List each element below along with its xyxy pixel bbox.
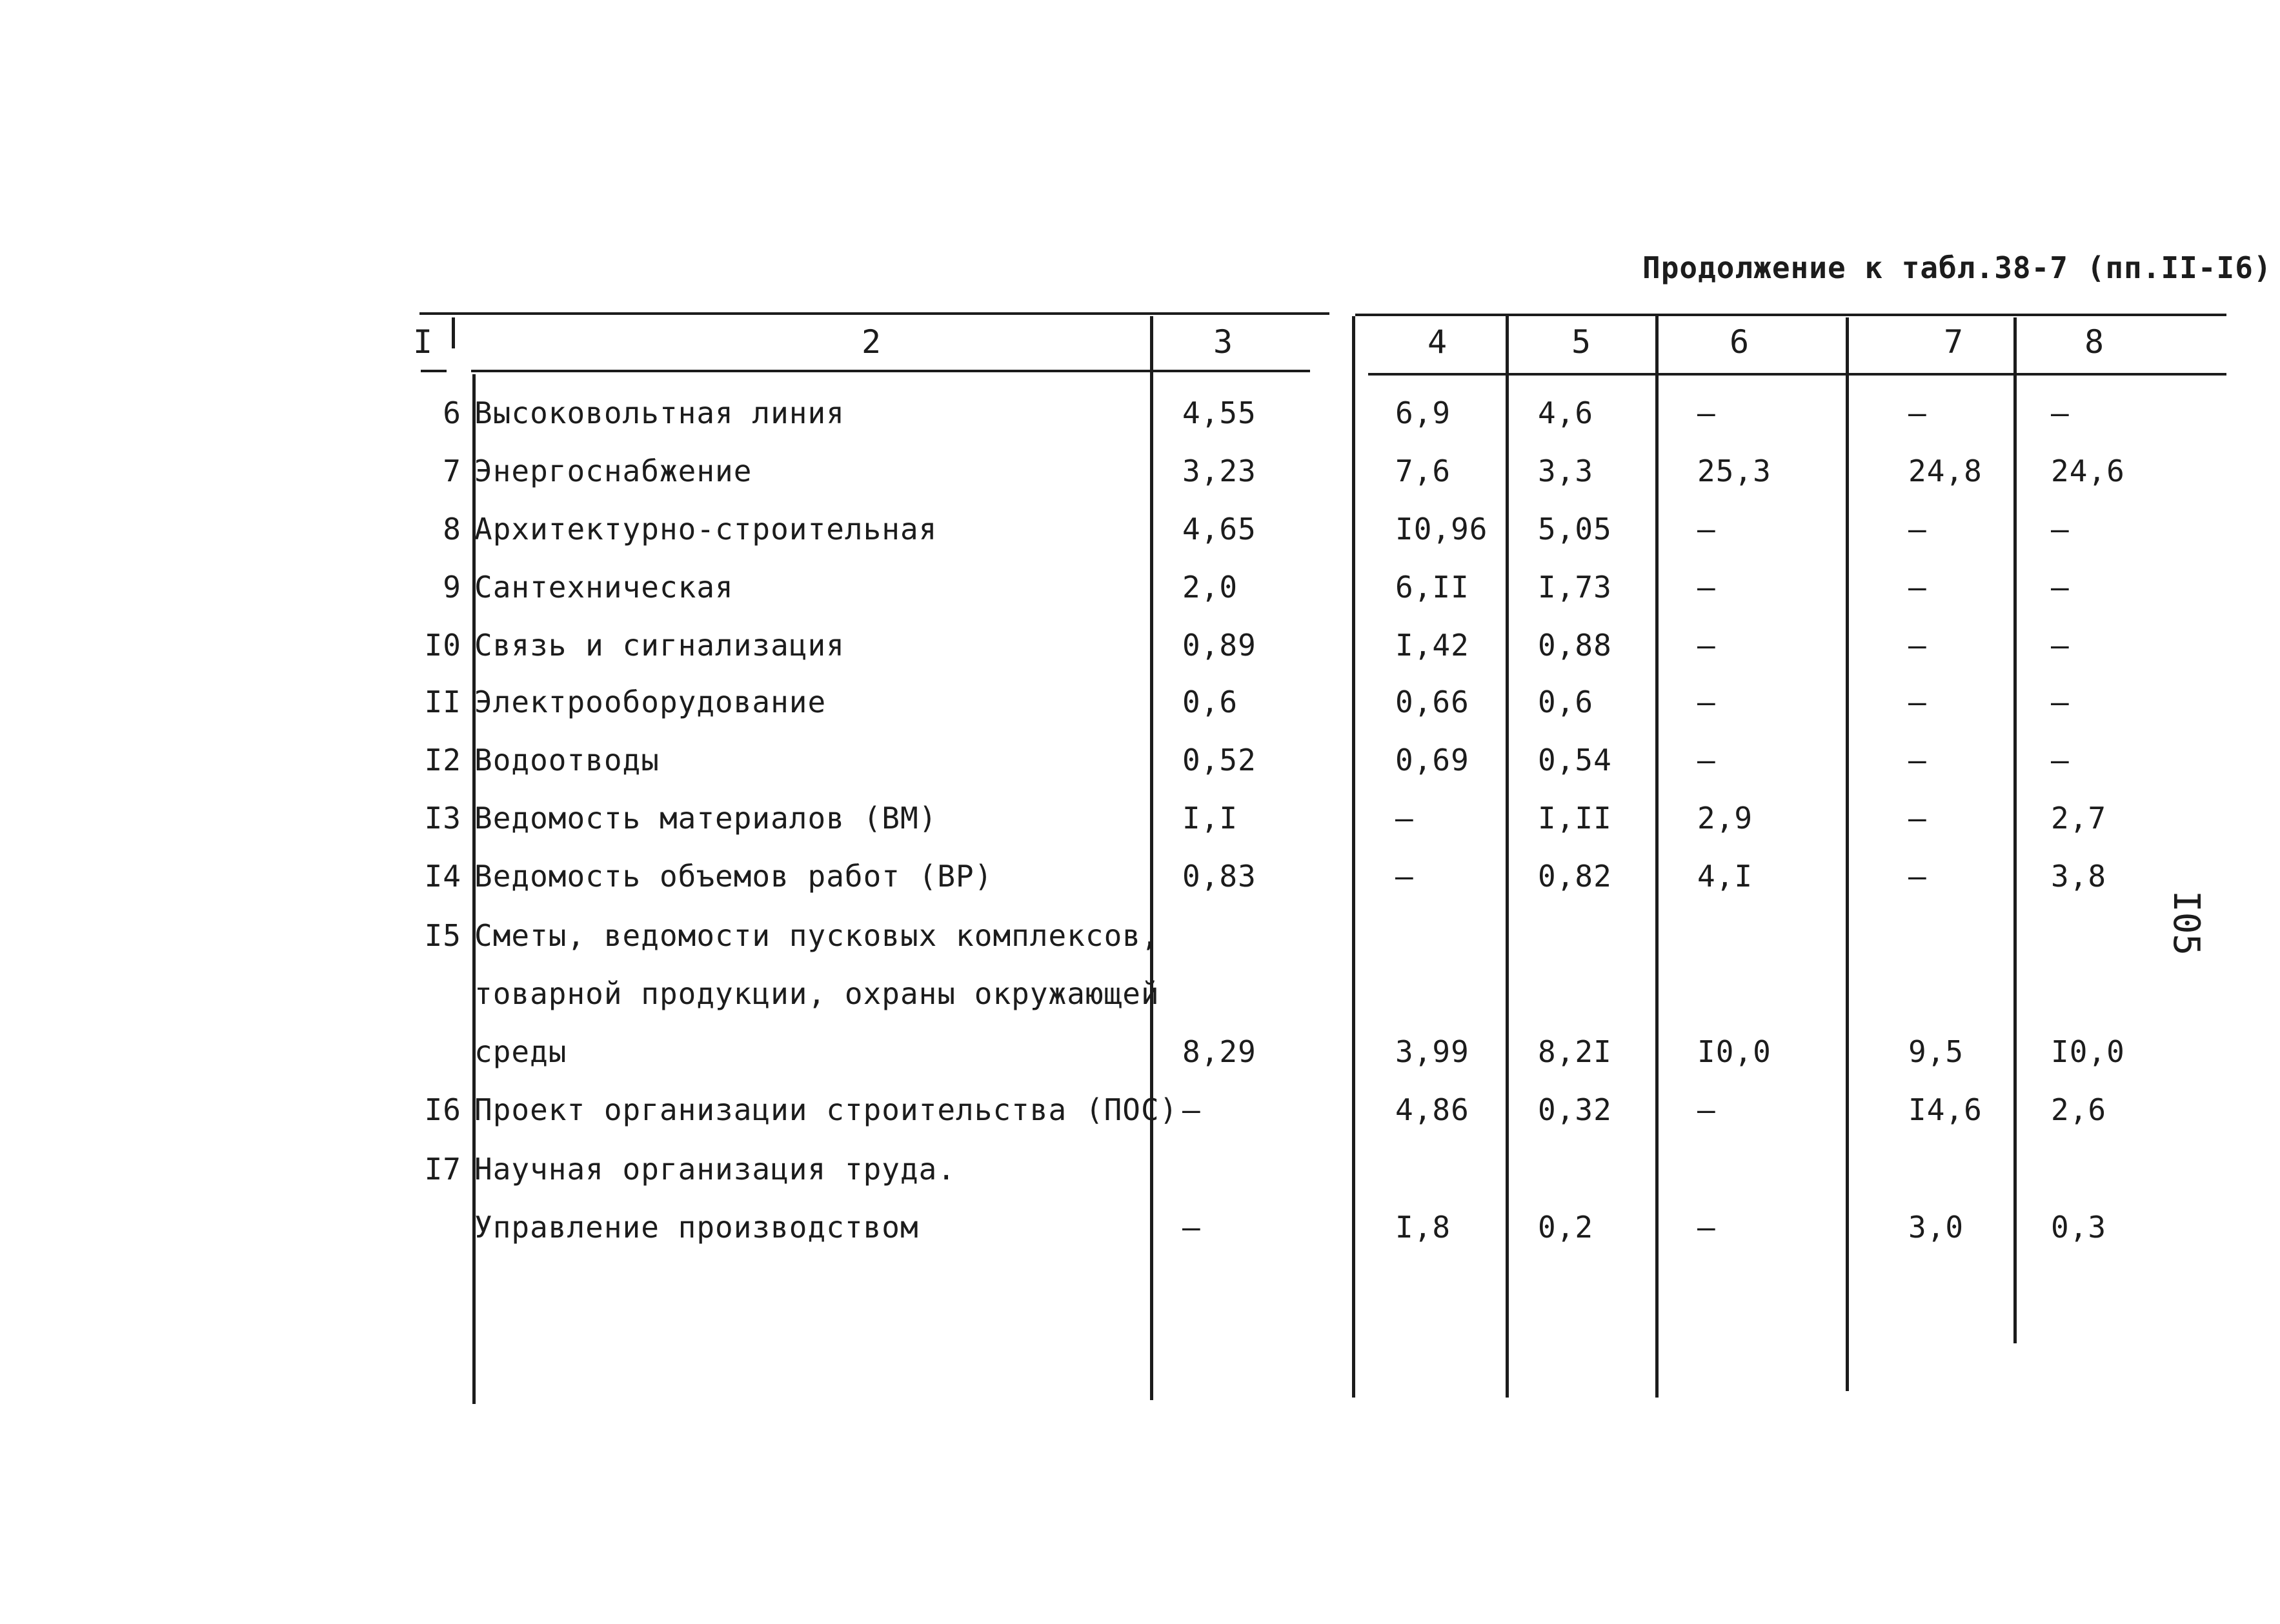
value-col-7: – xyxy=(1908,396,1927,430)
row-number: II xyxy=(424,685,461,719)
work-name: Управление производством xyxy=(474,1210,919,1245)
table-row-continuation xyxy=(0,1201,2280,1253)
value-col-6: 25,3 xyxy=(1697,454,1771,488)
table-top-rule xyxy=(419,312,1329,315)
value-col-4: 6,9 xyxy=(1395,396,1451,430)
value-col-4: – xyxy=(1395,801,1414,836)
value-col-3: 0,52 xyxy=(1182,743,1256,777)
value-col-7: – xyxy=(1908,512,1927,546)
value-col-5: 0,54 xyxy=(1538,743,1612,777)
work-name: товарной продукции, охраны окружающей xyxy=(474,976,1160,1011)
work-name: Ведомость материалов (ВМ) xyxy=(474,801,938,836)
work-name: Энергоснабжение xyxy=(474,454,752,488)
value-col-5: 0,88 xyxy=(1538,628,1612,663)
value-col-6: – xyxy=(1697,396,1716,430)
value-col-8: 3,8 xyxy=(2051,859,2107,894)
value-col-7: – xyxy=(1908,570,1927,605)
value-col-4: I0,96 xyxy=(1395,512,1488,546)
value-col-8: – xyxy=(2051,396,2070,430)
table-row xyxy=(0,387,2280,439)
column-header-8: 8 xyxy=(2084,323,2105,361)
row-number: I2 xyxy=(424,743,461,777)
value-col-3: 4,65 xyxy=(1182,512,1256,546)
table-row xyxy=(0,1143,2280,1195)
value-col-8: 0,3 xyxy=(2051,1210,2107,1245)
value-col-3: – xyxy=(1182,1092,1201,1127)
value-col-8: 2,6 xyxy=(2051,1092,2107,1127)
value-col-5: I,II xyxy=(1538,801,1612,836)
value-col-8: 2,7 xyxy=(2051,801,2107,836)
table-row xyxy=(0,910,2280,961)
work-name: Электрооборудование xyxy=(474,685,827,719)
table-row-continuation xyxy=(0,1026,2280,1078)
value-col-6: – xyxy=(1697,1210,1716,1245)
column-header-5: 5 xyxy=(1571,323,1592,361)
row-number: I7 xyxy=(424,1152,461,1187)
value-col-3: 0,89 xyxy=(1182,628,1256,663)
table-row xyxy=(0,1084,2280,1136)
value-col-7: – xyxy=(1908,628,1927,663)
header-bottom-rule-right xyxy=(1368,373,2226,376)
value-col-5: 8,2I xyxy=(1538,1034,1612,1069)
value-col-6: – xyxy=(1697,685,1716,719)
value-col-6: – xyxy=(1697,628,1716,663)
value-col-3: 0,83 xyxy=(1182,859,1256,894)
value-col-8: I0,0 xyxy=(2051,1034,2125,1069)
value-col-8: 24,6 xyxy=(2051,454,2125,488)
row-number: 8 xyxy=(443,512,461,546)
work-name: Связь и сигнализация xyxy=(474,628,845,663)
value-col-3: 0,6 xyxy=(1182,685,1238,719)
table-row-continuation xyxy=(0,968,2280,1019)
work-name: Сметы, ведомости пусковых комплексов, xyxy=(474,918,1160,953)
value-col-5: 4,6 xyxy=(1538,396,1594,430)
value-col-5: 0,32 xyxy=(1538,1092,1612,1127)
table-row xyxy=(0,503,2280,555)
value-col-6: – xyxy=(1697,570,1716,605)
value-col-5: 5,05 xyxy=(1538,512,1612,546)
header-bottom-rule xyxy=(471,370,1310,372)
value-col-7: – xyxy=(1908,859,1927,894)
value-col-4: 0,69 xyxy=(1395,743,1469,777)
value-col-5: 0,2 xyxy=(1538,1210,1594,1245)
value-col-3: 8,29 xyxy=(1182,1034,1256,1069)
work-name: Архитектурно-строительная xyxy=(474,512,938,546)
value-col-4: 7,6 xyxy=(1395,454,1451,488)
value-col-7: – xyxy=(1908,685,1927,719)
work-name: Сантехническая xyxy=(474,570,734,605)
column-header-2: 2 xyxy=(862,323,882,361)
value-col-6: 2,9 xyxy=(1697,801,1753,836)
value-col-4: 0,66 xyxy=(1395,685,1469,719)
value-col-5: 3,3 xyxy=(1538,454,1594,488)
row-number: 9 xyxy=(443,570,461,605)
value-col-5: I,73 xyxy=(1538,570,1612,605)
table-row xyxy=(0,561,2280,613)
value-col-6: – xyxy=(1697,743,1716,777)
value-col-7: – xyxy=(1908,743,1927,777)
value-col-3: 4,55 xyxy=(1182,396,1256,430)
row-number: I0 xyxy=(424,628,461,663)
value-col-3: I,I xyxy=(1182,801,1238,836)
column-header-7: 7 xyxy=(1944,323,1964,361)
work-name: Проект организации строительства (ПОС) xyxy=(474,1092,1178,1127)
work-name: Ведомость объемов работ (ВР) xyxy=(474,859,993,894)
value-col-5: 0,6 xyxy=(1538,685,1594,719)
work-name: Водоотводы xyxy=(474,743,660,777)
header-bottom-rule-left xyxy=(421,370,447,372)
value-col-7: 3,0 xyxy=(1908,1210,1964,1245)
value-col-8: – xyxy=(2051,512,2070,546)
value-col-4: 4,86 xyxy=(1395,1092,1469,1127)
row-number: I6 xyxy=(424,1092,461,1127)
value-col-3: 2,0 xyxy=(1182,570,1238,605)
value-col-8: – xyxy=(2051,743,2070,777)
value-col-7: 9,5 xyxy=(1908,1034,1964,1069)
value-col-3: – xyxy=(1182,1210,1201,1245)
value-col-4: I,42 xyxy=(1395,628,1469,663)
row-number: 6 xyxy=(443,396,461,430)
value-col-8: – xyxy=(2051,685,2070,719)
table-caption: Продолжение к табл.38-7 (пп.II-I6) xyxy=(1642,250,2272,285)
value-col-6: – xyxy=(1697,512,1716,546)
value-col-6: I0,0 xyxy=(1697,1034,1771,1069)
row-number: 7 xyxy=(443,454,461,488)
work-name: среды xyxy=(474,1034,567,1069)
value-col-3: 3,23 xyxy=(1182,454,1256,488)
value-col-7: I4,6 xyxy=(1908,1092,1982,1127)
value-col-4: 6,II xyxy=(1395,570,1469,605)
column-header-3: 3 xyxy=(1213,323,1234,361)
value-col-6: 4,I xyxy=(1697,859,1753,894)
row-number: I4 xyxy=(424,859,461,894)
row-number: I3 xyxy=(424,801,461,836)
value-col-8: – xyxy=(2051,570,2070,605)
value-col-6: – xyxy=(1697,1092,1716,1127)
value-col-7: – xyxy=(1908,801,1927,836)
work-name: Научная организация труда. xyxy=(474,1152,956,1187)
row-number: I5 xyxy=(424,918,461,953)
value-col-4: I,8 xyxy=(1395,1210,1451,1245)
value-col-4: – xyxy=(1395,859,1414,894)
table-row xyxy=(0,850,2280,902)
table-row xyxy=(0,792,2280,844)
table-row xyxy=(0,734,2280,786)
work-name: Высоковольтная линия xyxy=(474,396,845,430)
value-col-7: 24,8 xyxy=(1908,454,1982,488)
column-header-4: 4 xyxy=(1428,323,1448,361)
table-row xyxy=(0,619,2280,671)
page-number: I05 xyxy=(2165,890,2207,956)
column-header-1: I xyxy=(413,323,434,361)
value-col-5: 0,82 xyxy=(1538,859,1612,894)
table-row xyxy=(0,445,2280,497)
value-col-4: 3,99 xyxy=(1395,1034,1469,1069)
column-header-6: 6 xyxy=(1730,323,1750,361)
value-col-8: – xyxy=(2051,628,2070,663)
table-header-row xyxy=(0,316,2280,368)
table-row xyxy=(0,676,2280,728)
